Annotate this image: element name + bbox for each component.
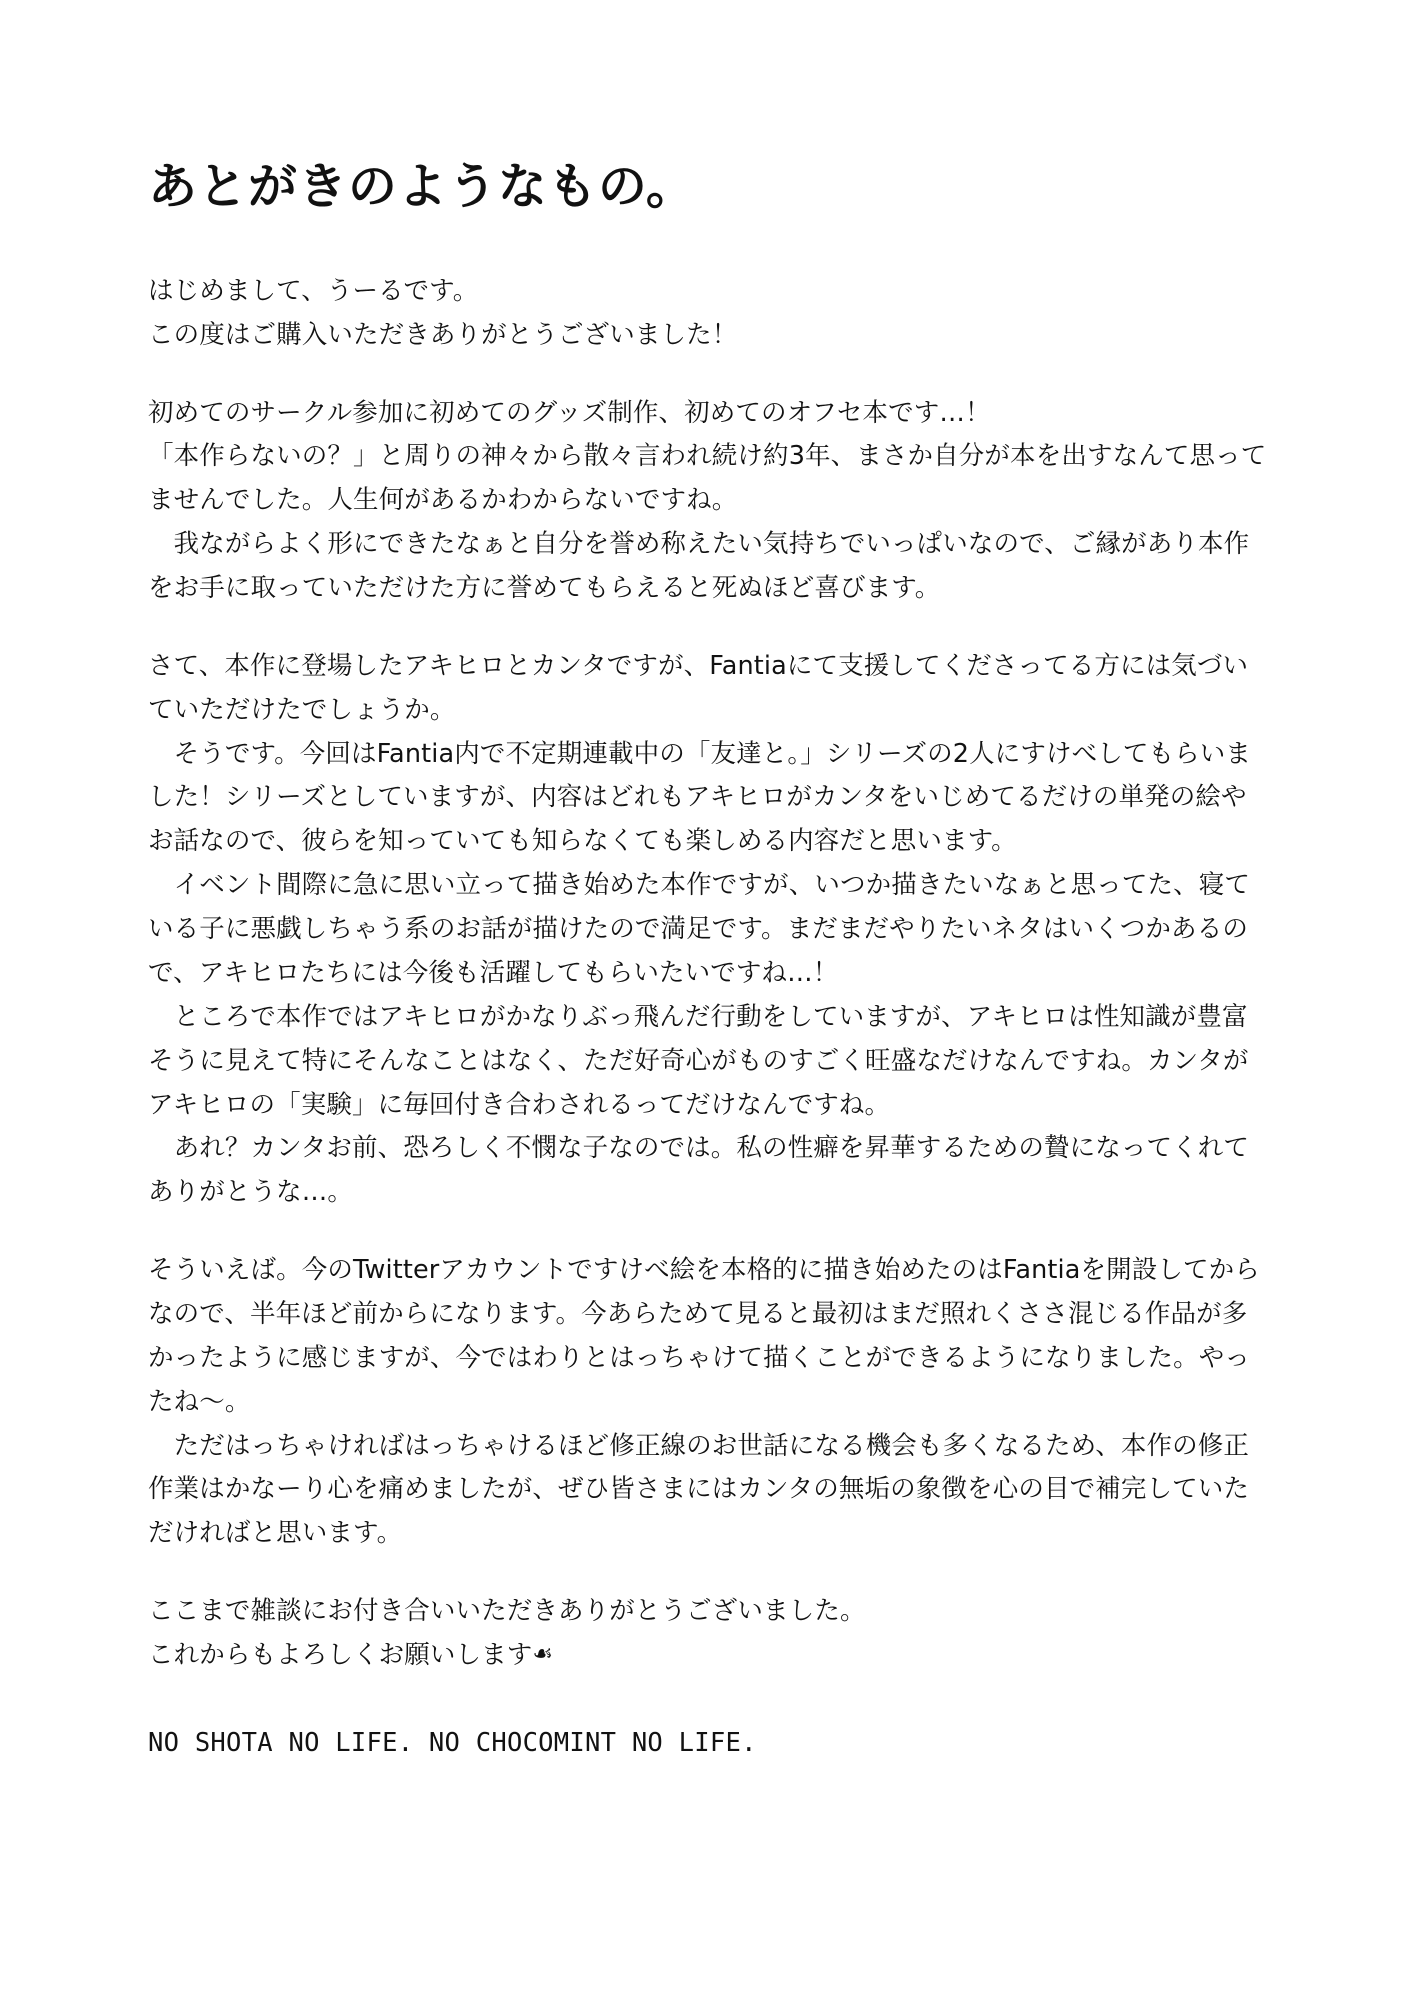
characters-line-4: ところで本作ではアキヒロがかなりぶっ飛んだ行動をしていますが、アキヒロは性知識が豊富そうに見えて特にそんなことはなく、ただ好奇心がものすごく旺盛なだけなんですね。カンタがアキヒロの「実験」に毎回付き合わされるってだけなんですね。 xyxy=(148,1001,1249,1120)
characters-line-2: そうです。今回はFantia内で不定期連載中の「友達と。」シリーズの2人にすけべしてもらいました！シリーズとしていますが、内容はどれもアキヒロがカンタをいじめてるだけの単発の絵やお話なので、彼らを知っていても知らなくても楽しめる内容だと思います。 xyxy=(148,738,1251,857)
section-twitter xyxy=(148,1249,1268,1556)
intro-line-1: 初めてのサークル参加に初めてのグッズ制作、初めてのオフセ本です…！ xyxy=(148,397,991,428)
section-characters xyxy=(148,645,1268,1215)
intro-line-3: 我ながらよく形にできたなぁと自分を誉め称えたい気持ちでいっぱいなので、ご縁があり本作をお手に取っていただけた方に誉めてもらえると死ぬほど喜びます。 xyxy=(148,529,1250,604)
characters-line-5: あれ？カンタお前、恐ろしく不憫な子なのでは。私の性癖を昇華するための贄になってくれてありがとうな…。 xyxy=(148,1133,1249,1208)
footer-block xyxy=(148,1722,1268,1765)
intro-line-2: 「本作らないの？」と周りの神々から散々言われ続け約3年、まさか自分が本を出すなんて思ってませんでした。人生何があるかわからないですね。 xyxy=(148,441,1267,516)
section-closing xyxy=(148,1590,1268,1678)
hand-doodle-icon: ☙ xyxy=(532,1640,554,1667)
closing-line-2 xyxy=(148,1634,1268,1678)
closing-line-1: ここまで雑談にお付き合いいただきありがとうございました。 xyxy=(148,1596,866,1627)
page-title: あとがきのようなもの。 xyxy=(148,158,696,215)
characters-line-3: イベント間際に急に思い立って描き始めた本作ですが、いつか描きたいなぁと思ってた、寝ている子に悪戯しちゃう系のお話が描けたので満足です。まだまだやりたいネタはいくつかあるので、アキヒロたちには今後も活躍してもらいたいですね…！ xyxy=(148,870,1250,988)
closing-line-2-text: これからもよろしくお願いします xyxy=(148,1639,533,1670)
twitter-line-1: そういえば。今のTwitterアカウントですけべ絵を本格的に描き始めたのはFantiaを開設してからなので、半年ほど前からになります。今あらためて見ると最初はまだ照れくささ混じる作品が多かったように感じますが、今ではわりとはっちゃけて描くことができるようになりました。やったね〜。 xyxy=(148,1255,1260,1417)
characters-line-1: さて、本作に登場したアキヒロとカンタですが、Fantiaにて支援してくださってる方には気づいていただけたでしょうか。 xyxy=(148,650,1249,725)
footer-tagline: NO SHOTA NO LIFE. NO CHOCOMINT NO LIFE. xyxy=(148,1727,757,1758)
afterword-content xyxy=(148,160,1268,1791)
greeting-line-2: この度はご購入いただきありがとうございました！ xyxy=(148,319,738,350)
greeting-line-1: はじめまして、うーるです。 xyxy=(148,275,479,306)
section-intro xyxy=(148,392,1268,611)
twitter-line-2: ただはっちゃければはっちゃけるほど修正線のお世話になる機会も多くなるため、本作の修正作業はかなーり心を痛めましたが、ぜひ皆さまにはカンタの無垢の象徴を心の目で補完していただければと思います。 xyxy=(148,1430,1249,1549)
section-greeting xyxy=(148,270,1268,358)
